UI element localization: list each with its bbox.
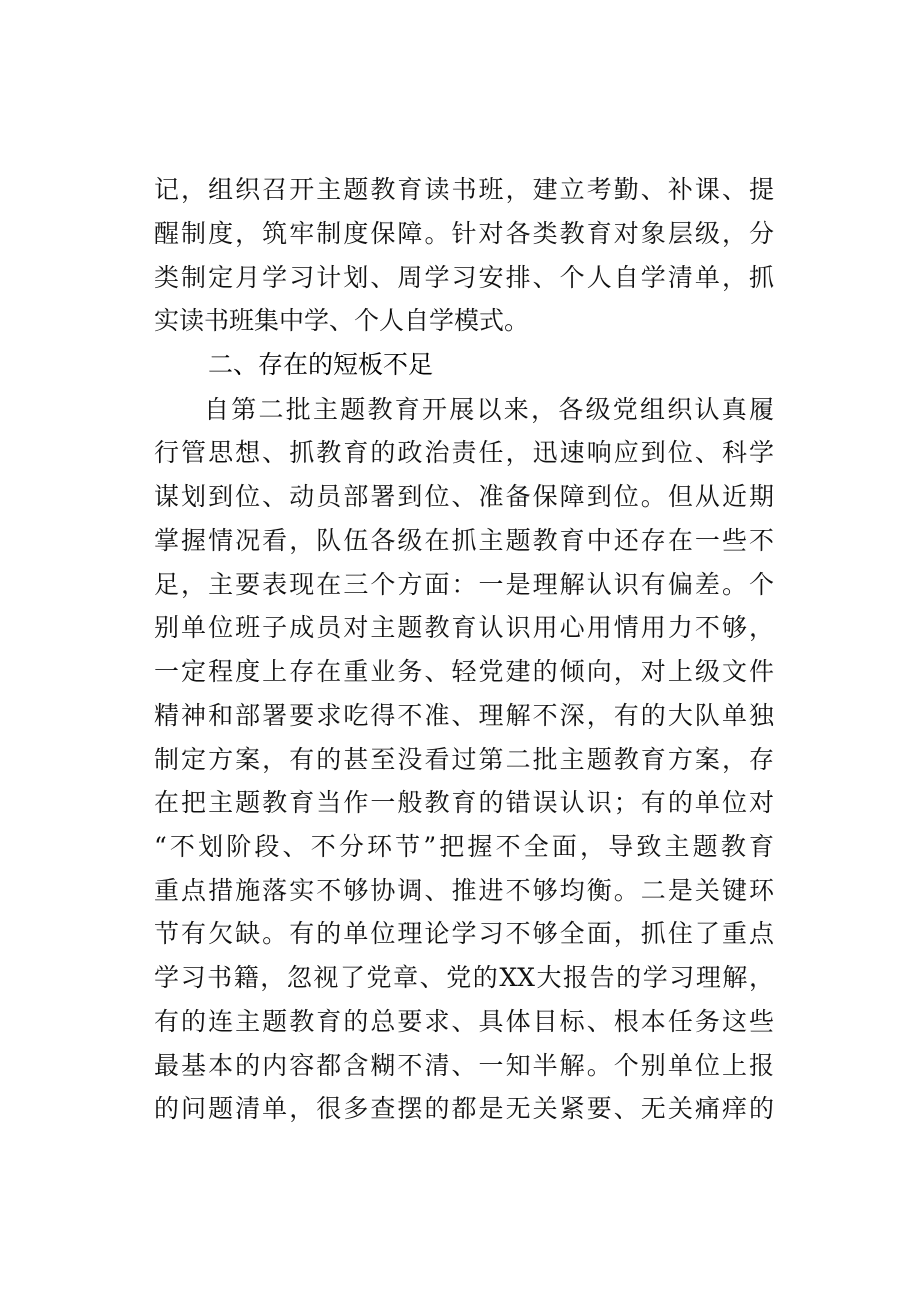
paragraph-line: 有的连主题教育的总要求、具体目标、根本任务这些 — [154, 1007, 774, 1036]
section-heading: 二、存在的短板不足 — [208, 350, 434, 379]
paragraph-line: 的问题清单，很多查摆的都是无关紧要、无关痛痒的 — [154, 1094, 774, 1123]
paragraph-line: 类制定月学习计划、周学习安排、个人自学清单，抓 — [154, 263, 774, 292]
paragraph-line: 掌握情况看，队伍各级在抓主题教育中还存在一些不 — [154, 526, 774, 555]
paragraph-line: 足，主要表现在三个方面：一是理解认识有偏差。个 — [154, 570, 774, 599]
paragraph-line: 实读书班集中学、个人自学模式。 — [154, 306, 530, 335]
paragraph-line: 记，组织召开主题教育读书班，建立考勤、补课、提 — [154, 175, 774, 204]
paragraph-line: 谋划到位、动员部署到位、准备保障到位。但从近期 — [154, 482, 774, 511]
paragraph-line: 行管思想、抓教育的政治责任，迅速响应到位、科学 — [154, 438, 774, 467]
paragraph-line: 学习书籍，忽视了党章、党的XX大报告的学习理解， — [154, 963, 774, 992]
paragraph-line: 重点措施落实不够协调、推进不够均衡。二是关键环 — [154, 876, 774, 905]
paragraph-line: 在把主题教育当作一般教育的错误认识；有的单位对 — [154, 788, 774, 817]
paragraph-line: 自第二批主题教育开展以来，各级党组织认真履 — [204, 395, 774, 424]
paragraph-line: 一定程度上存在重业务、轻党建的倾向，对上级文件 — [154, 657, 774, 686]
paragraph-line: 别单位班子成员对主题教育认识用心用情用力不够， — [154, 613, 774, 642]
paragraph-line: 最基本的内容都含糊不清、一知半解。个别单位上报 — [154, 1051, 774, 1080]
paragraph-line: 制定方案，有的甚至没看过第二批主题教育方案，存 — [154, 745, 774, 774]
paragraph-line: “不划阶段、不分环节”把握不全面，导致主题教育 — [154, 832, 774, 861]
paragraph-line: 节有欠缺。有的单位理论学习不够全面，抓住了重点 — [154, 919, 774, 948]
paragraph-line: 醒制度，筑牢制度保障。针对各类教育对象层级，分 — [154, 219, 774, 248]
paragraph-line: 精神和部署要求吃得不准、理解不深，有的大队单独 — [154, 701, 774, 730]
